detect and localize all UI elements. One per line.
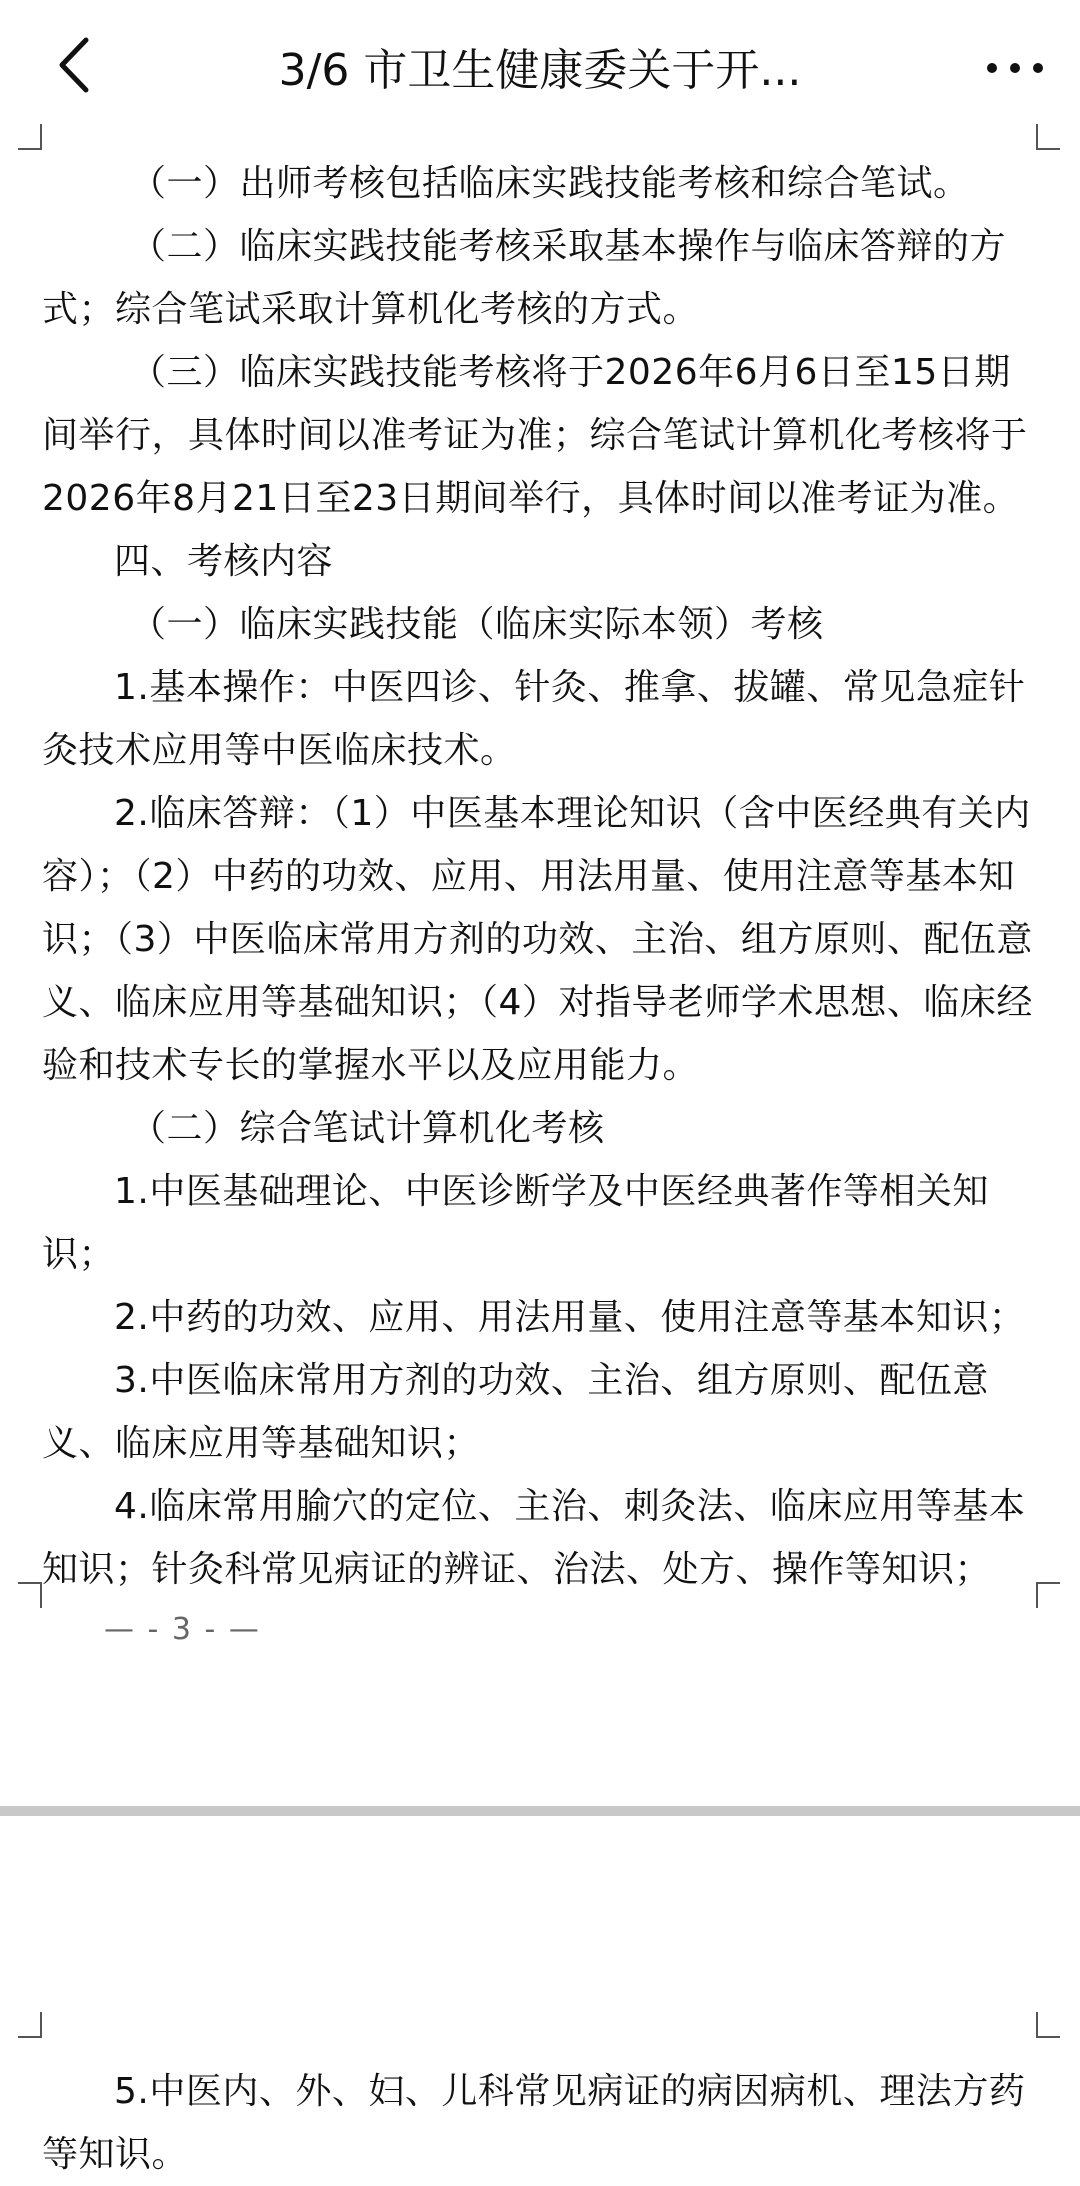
paragraph: （一）出师考核包括临床实践技能考核和综合笔试。 bbox=[130, 163, 970, 204]
section-heading: 四、考核内容 bbox=[114, 541, 334, 582]
document-title: 3/6 市卫生健康委关于开... bbox=[278, 45, 802, 96]
document-page-3 bbox=[42, 152, 1042, 1601]
page-separator bbox=[0, 1806, 1080, 1816]
more-dots-icon bbox=[980, 40, 1050, 96]
paragraph: （二）综合笔试计算机化考核 bbox=[130, 1108, 605, 1149]
paragraph: （三）临床实践技能考核将于2026年6月6日至15日期间举行，具体时间以准考证为准；综合笔试计算机化考核将于2026年8月21日至23日期间举行，具体时间以准考证为准。 bbox=[42, 352, 1028, 519]
top-navigation-bar bbox=[0, 0, 1080, 138]
paragraph: 1.中医基础理论、中医诊断学及中医经典著作等相关知识； bbox=[42, 1171, 989, 1275]
more-options-button[interactable] bbox=[980, 40, 1050, 96]
paragraph: 1.基本操作：中医四诊、针灸、推拿、拔罐、常见急症针灸技术应用等中医临床技术。 bbox=[42, 667, 1026, 771]
paragraph: （二）临床实践技能考核采取基本操作与临床答辩的方式；综合笔试采取计算机化考核的方式。 bbox=[42, 226, 1007, 330]
page-corner-mark bbox=[18, 2012, 42, 2038]
document-page-4 bbox=[42, 2060, 1042, 2186]
paragraph: 5.中医内、外、妇、儿科常见病证的病因病机、理法方药等知识。 bbox=[42, 2071, 1026, 2175]
page-corner-mark bbox=[1036, 124, 1060, 150]
page-number: — - 3 - — bbox=[104, 1612, 261, 1647]
page-corner-mark bbox=[18, 1582, 42, 1608]
paragraph: 3.中医临床常用方剂的功效、主治、组方原则、配伍意义、临床应用等基础知识； bbox=[42, 1360, 989, 1464]
page-corner-mark bbox=[18, 124, 42, 150]
chevron-left-icon bbox=[46, 30, 106, 100]
paragraph: 2.中药的功效、应用、用法用量、使用注意等基本知识； bbox=[114, 1297, 1026, 1338]
paragraph: 2.临床答辩：（1）中医基本理论知识（含中医经典有关内容）；（2）中药的功效、应用、用法用量、使用注意等基本知识；（3）中医临床常用方剂的功效、主治、组方原则、配伍意义、临床应用等基础知识；（4）对指导老师学术思想、临床经验和技术专长的掌握水平以及应用能力。 bbox=[42, 793, 1033, 1086]
paragraph: （一）临床实践技能（临床实际本领）考核 bbox=[130, 604, 824, 645]
back-button[interactable] bbox=[46, 30, 106, 100]
paragraph: 4.临床常用腧穴的定位、主治、刺灸法、临床应用等基本知识；针灸科常见病证的辨证、治法、处方、操作等知识； bbox=[42, 1486, 1026, 1590]
page-corner-mark bbox=[1036, 2012, 1060, 2038]
